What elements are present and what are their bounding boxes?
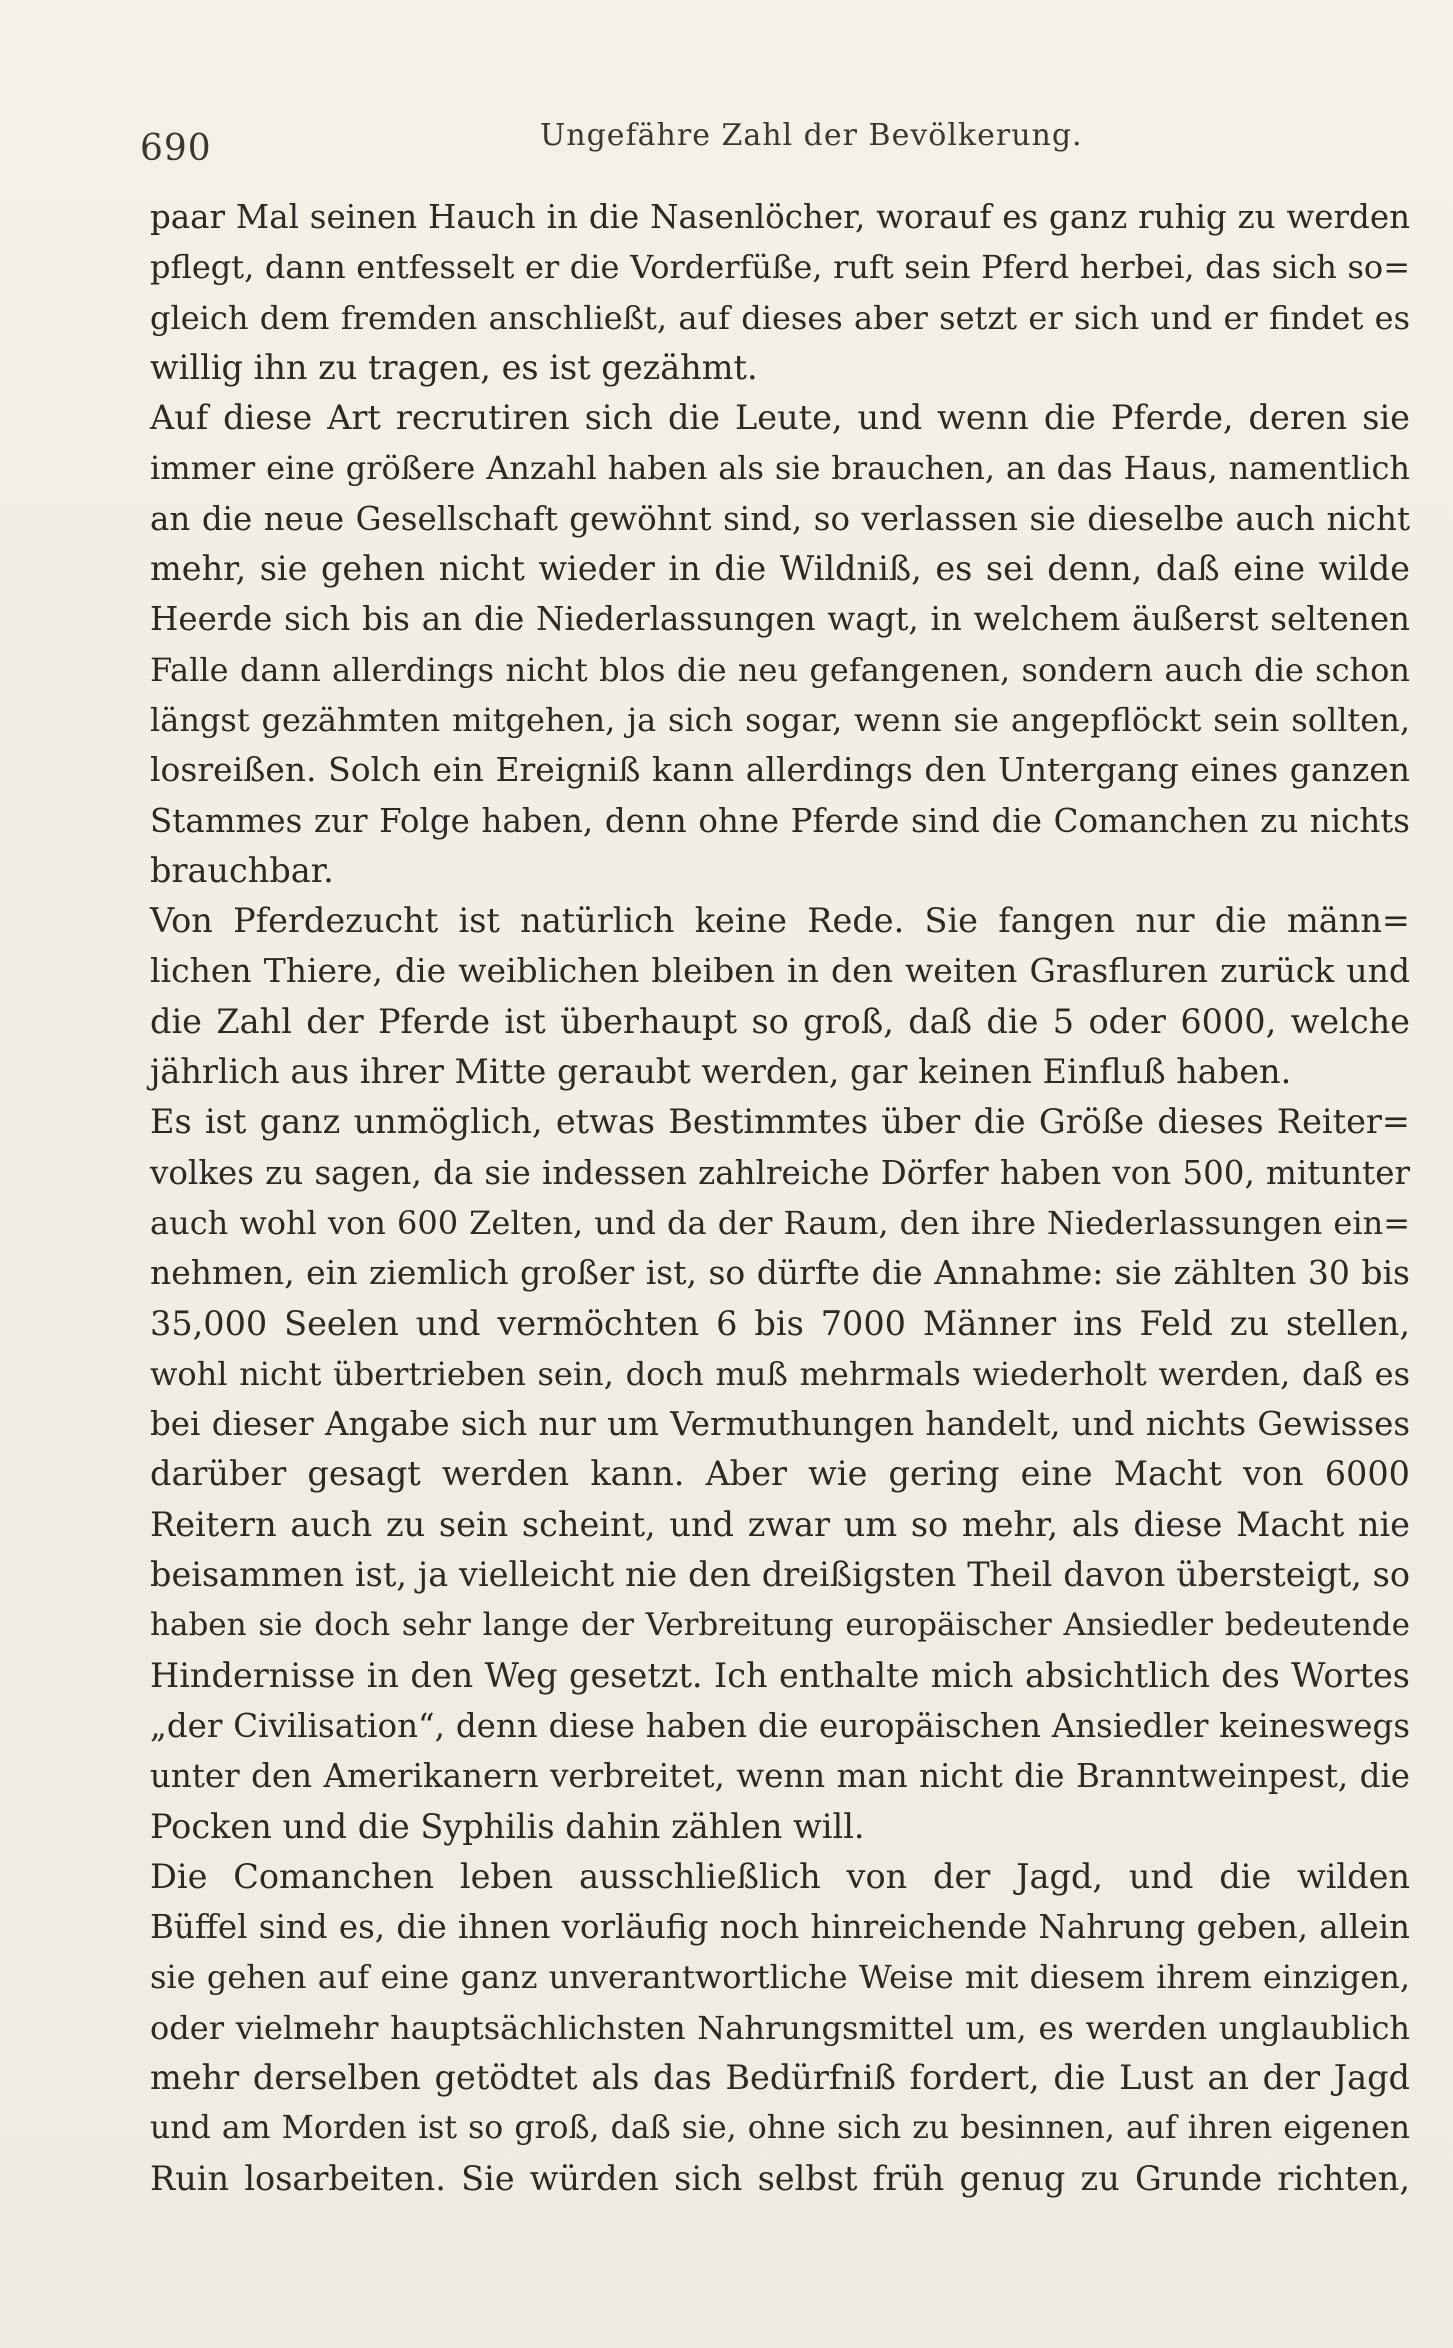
text-line: brauchbar. [150,850,334,890]
body-text [150,192,1410,2204]
text-line: pflegt, dann entfesselt er die Vorderfüße, ruft sein Pferd herbei, das sich so= [150,248,1410,287]
page-number: 690 [140,128,212,169]
text-line: losreißen. Solch ein Ereigniß kann allerdings den Untergang eines ganzen [150,750,1410,790]
text-line: immer eine größere Anzahl haben als sie brauchen, an das Haus, namentlich [150,449,1410,488]
text-line: jährlich aus ihrer Mitte geraubt werden, gar keinen Einfluß haben. [150,1052,1292,1092]
text-line: mehr derselben getödtet als das Bedürfniß fordert, die Lust an der Jagd [150,2057,1410,2097]
text-line: lichen Thiere, die weiblichen bleiben in den weiten Grasfluren zurück und [150,951,1410,991]
text-line: „der Civilisation“, denn diese haben die europäischen Ansiedler keineswegs [150,1706,1410,1745]
text-line: mehr, sie gehen nicht wieder in die Wildniß, es sei denn, daß eine wilde [150,549,1410,589]
text-line: Von Pferdezucht ist natürlich keine Rede. Sie fangen nur die männ= [150,901,1410,941]
text-line: Falle dann allerdings nicht blos die neu gefangenen, sondern auch die schon [150,650,1410,689]
text-line: längst gezähmten mitgehen, ja sich sogar, wenn sie angepflöckt sein sollten, [150,700,1410,739]
text-line: Auf diese Art recrutiren sich die Leute, und wenn die Pferde, deren sie [150,398,1410,438]
text-line: bei dieser Angabe sich nur um Vermuthungen handelt, und nichts Gewisses [150,1405,1410,1444]
text-line: unter den Amerikanern verbreitet, wenn man nicht die Branntweinpest, die [150,1757,1410,1796]
text-line: willig ihn zu tragen, es ist gezähmt. [150,347,758,387]
text-line: Reitern auch zu sein scheint, und zwar um so mehr, als diese Macht nie [150,1504,1410,1544]
running-head: Ungefähre Zahl der Bevölkerung. [540,118,1083,153]
text-line: die Zahl der Pferde ist überhaupt so groß, daß die 5 oder 6000, welche [150,1001,1410,1041]
text-line: paar Mal seinen Hauch in die Nasenlöcher, worauf es ganz ruhig zu werden [150,198,1410,236]
text-line: und am Morden ist so groß, daß sie, ohne sich zu besinnen, auf ihren eigenen [150,2110,1410,2147]
text-line: 35,000 Seelen und vermöchten 6 bis 7000 Männer ins Feld zu stellen, [150,1303,1410,1343]
text-line: Stammes zur Folge haben, denn ohne Pferde sind die Comanchen zu nichts [150,801,1410,840]
text-line: Pocken und die Syphilis dahin zählen will. [150,1806,865,1846]
text-line: auch wohl von 600 Zelten, und da der Raum, den ihre Niederlassungen ein= [150,1203,1410,1242]
text-line: Es ist ganz unmöglich, etwas Bestimmtes über die Größe dieses Reiter= [150,1102,1410,1142]
text-line: darüber gesagt werden kann. Aber wie gering eine Macht von 6000 [150,1454,1410,1494]
text-line: beisammen ist, ja vielleicht nie den dreißigsten Theil davon übersteigt, so [150,1555,1410,1595]
text-line: an die neue Gesellschaft gewöhnt sind, so verlassen sie dieselbe auch nicht [150,499,1410,538]
text-line: haben sie doch sehr lange der Verbreitung europäischer Ansiedler bedeutende [150,1607,1410,1644]
text-line: volkes zu sagen, da sie indessen zahlreiche Dörfer haben von 500, mitunter [150,1153,1410,1192]
text-line: wohl nicht übertrieben sein, doch muß mehrmals wiederholt werden, daß es [150,1354,1410,1393]
text-line: Die Comanchen leben ausschließlich von der Jagd, und die wilden [150,1856,1410,1896]
text-line: Büffel sind es, die ihnen vorläufig noch hinreichende Nahrung geben, allein [150,1908,1410,1947]
text-line: Ruin losarbeiten. Sie würden sich selbst früh genug zu Grunde richten, [150,2158,1410,2198]
text-line: Heerde sich bis an die Niederlassungen wagt, in welchem äußerst seltenen [150,600,1410,639]
text-line: Hindernisse in den Weg gesetzt. Ich enthalte mich absichtlich des Wortes [150,1655,1410,1695]
text-line: gleich dem fremden anschließt, auf dieses aber setzt er sich und er findet es [150,298,1410,337]
text-line: sie gehen auf eine ganz unverantwortliche Weise mit diesem ihrem einzigen, [150,1958,1410,1997]
text-line: nehmen, ein ziemlich großer ist, so dürfte die Annahme: sie zählten 30 bis [150,1253,1410,1293]
text-line: oder vielmehr hauptsächlichsten Nahrungsmittel um, es werden unglaublich [150,2008,1410,2047]
